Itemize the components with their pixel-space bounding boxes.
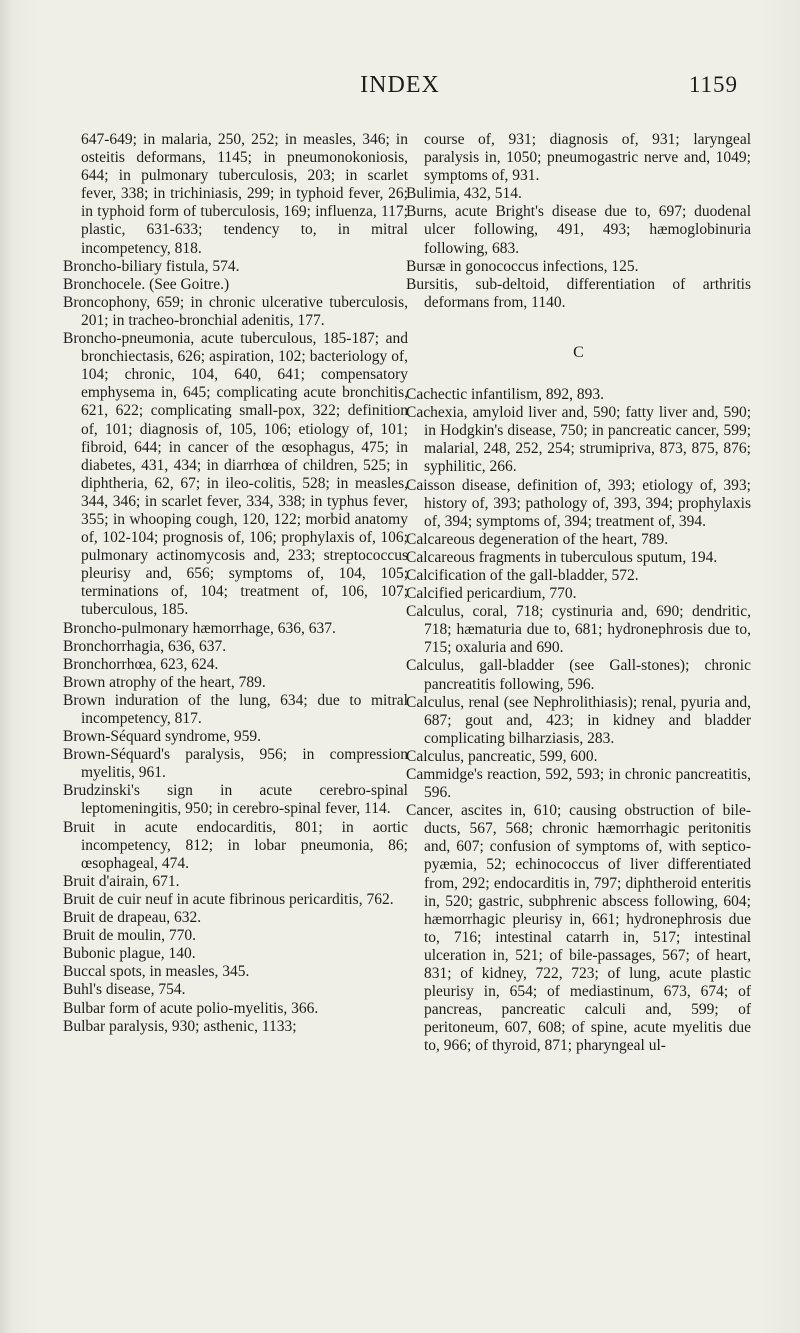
index-entry: Calculus, gall-bladder (see Gall-stones); chronic pancreatitis following, 596. — [406, 657, 751, 693]
index-entry: Bruit de cuir neuf in acute fibrinous pericarditis, 762. — [63, 890, 394, 908]
index-entry: Bulimia, 432, 514. — [406, 185, 522, 203]
page-number: 1159 — [688, 72, 738, 97]
left-column — [63, 131, 408, 1036]
index-entry: Bulbar form of acute polio-myelitis, 366. — [63, 999, 319, 1017]
index-entry: Bursitis, sub-deltoid, differentiation of arthritis deformans from, 1140. — [406, 275, 751, 311]
index-entry: Bronchorrhagia, 636, 637. — [63, 637, 227, 655]
index-entry: Calcareous fragments in tuberculous sputum, 194. — [406, 548, 718, 566]
index-entry-continuation: course of, 931; diagnosis of, 931; laryngeal paralysis in, 1050; pneumogastric nerve and, 1049; symptoms of, 931. — [424, 131, 751, 185]
index-entry: Bronchocele. (See Goitre.) — [63, 275, 230, 293]
index-entry: 647-649; in malaria, 250, 252; in measles, 346; in osteitis deformans, 1145; in pneumonokoniosis, 644; in pulmonary tuberculosis, 203; in scarlet fever, 338; in trichiniasis, 299; in typhoid fever, 26; in typhoid form of tuberculosis, 169; influenza, 117; plastic, 631-633; tendency to, in mitral incompetency, 818. — [81, 131, 408, 257]
index-entry: Calculus, pancreatic, 599, 600. — [406, 747, 598, 765]
index-entry: Burns, acute Bright's disease due to, 697; duodenal ulcer following, 491, 493; hæmoglobinuria following, 683. — [406, 203, 751, 257]
index-entry: Brown-Séquard's paralysis, 956; in compression myelitis, 961. — [63, 746, 408, 782]
index-entry: Buhl's disease, 754. — [63, 981, 186, 999]
index-entry: Calcification of the gall-bladder, 572. — [406, 566, 639, 584]
index-entry: Bruit de moulin, 770. — [63, 927, 197, 945]
index-entry: Broncho-pneumonia, acute tuberculous, 185-187; and bronchiectasis, 626; aspiration, 102; bacteriology of, 104; chronic, 104, 640, 641; compensatory emphysema in, 645; complicating acute bronchitis, 621, 622; complicating small-pox, 322; definition of, 101; diagnosis of, 105, 106; etiology of, 101; fibroid, 644; in cancer of the œsophagus, 475; in diabetes, 431, 434; in diarrhœa of children, 525; in diphtheria, 62, 67; in ileo-colitis, 528; in measles, 344, 346; in scarlet fever, 334, 338; in typhus fever, 355; in whooping cough, 120, 122; morbid anatomy of, 102-104; prognosis of, 106; prophylaxis of, 106; pulmonary actinomycosis and, 233; streptococcus pleurisy and, 656; symptoms of, 104, 105; terminations of, 104; treatment of, 106, 107; tuberculous, 185. — [63, 330, 408, 619]
index-entry: Bruit d'airain, 671. — [63, 872, 180, 890]
index-entry: Bruit in acute endocarditis, 801; in aortic incompetency, 812; in lobar pneumonia, 86; œsophageal, 474. — [63, 818, 408, 872]
index-entry: Brown-Séquard syndrome, 959. — [63, 728, 262, 746]
index-entry: Calculus, coral, 718; cystinuria and, 690; dendritic, 718; hæmaturia due to, 681; hydronephrosis due to, 715; oxaluria and 690. — [406, 603, 751, 657]
index-entry: Broncho-biliary fistula, 574. — [63, 257, 240, 275]
index-entry: Cachectic infantilism, 892, 893. — [406, 386, 605, 404]
index-entry: Bruit de drapeau, 632. — [63, 909, 202, 927]
index-entry: Bursæ in gonococcus infections, 125. — [406, 257, 639, 275]
index-entry: Cancer, ascites in, 610; causing obstruction of bile-ducts, 567, 568; chronic hæmorrhagic peritonitis and, 607; confusion of symptoms of, with septico-pyæmia, 52; echinococcus of liver differentiated from, 292; endocarditis in, 797; diphtheroid enteritis in, 520; gastric, subphrenic abscess following, 604; hæmorrhagic pleurisy in, 661; hydronephrosis due to, 716; intestinal catarrh in, 517; intestinal ulceration in, 521; of bile-passages, 567; of heart, 831; of kidney, 722, 723; of lung, acute plastic pleurisy in, 654; of mediastinum, 673, 674; of pancreas, pancreatic calculi and, 599; of peritoneum, 607, 608; of spine, acute myelitis due to, 966; of thyroid, 871; pharyngeal ul- — [406, 802, 751, 1055]
running-title: INDEX — [360, 72, 440, 98]
index-entry: Broncophony, 659; in chronic ulcerative tuberculosis, 201; in tracheo-bronchial adenitis, 177. — [63, 293, 408, 329]
index-entry: Cammidge's reaction, 592, 593; in chronic pancreatitis, 596. — [406, 766, 751, 802]
section-letter-heading: C — [573, 343, 584, 361]
index-entry: Bronchorrhœa, 623, 624. — [63, 655, 219, 673]
index-entry: Cachexia, amyloid liver and, 590; fatty liver and, 590; in Hodgkin's disease, 750; in pancreatic cancer, 599; malarial, 248, 252, 254; strumipriva, 873, 875, 876; syphilitic, 266. — [406, 404, 751, 476]
index-entry: Calculus, renal (see Nephrolithiasis); renal, pyuria and, 687; gout and, 423; in kidney and bladder complicating bilharziasis, 283. — [406, 693, 751, 747]
index-entry: Caisson disease, definition of, 393; etiology of, 393; history of, 393; pathology of, 393, 394; prophylaxis of, 394; symptoms of, 394; treatment of, 394. — [406, 476, 751, 530]
index-entry: Calcified pericardium, 770. — [406, 585, 577, 603]
index-entry: Buccal spots, in measles, 345. — [63, 963, 250, 981]
index-entry: Bulbar paralysis, 930; asthenic, 1133; — [63, 1017, 297, 1035]
index-entry: Bubonic plague, 140. — [63, 945, 196, 963]
index-entry: Calcareous degeneration of the heart, 789. — [406, 530, 669, 548]
right-column — [406, 131, 751, 1056]
index-entry: Brown atrophy of the heart, 789. — [63, 673, 266, 691]
index-entry: Brown induration of the lung, 634; due to mitral incompetency, 817. — [63, 691, 408, 727]
index-entry: Broncho-pulmonary hæmorrhage, 636, 637. — [63, 619, 336, 637]
index-entry: Brudzinski's sign in acute cerebro-spinal leptomeningitis, 950; in cerebro-spinal fever, 114. — [63, 782, 408, 818]
page-header — [0, 72, 800, 102]
